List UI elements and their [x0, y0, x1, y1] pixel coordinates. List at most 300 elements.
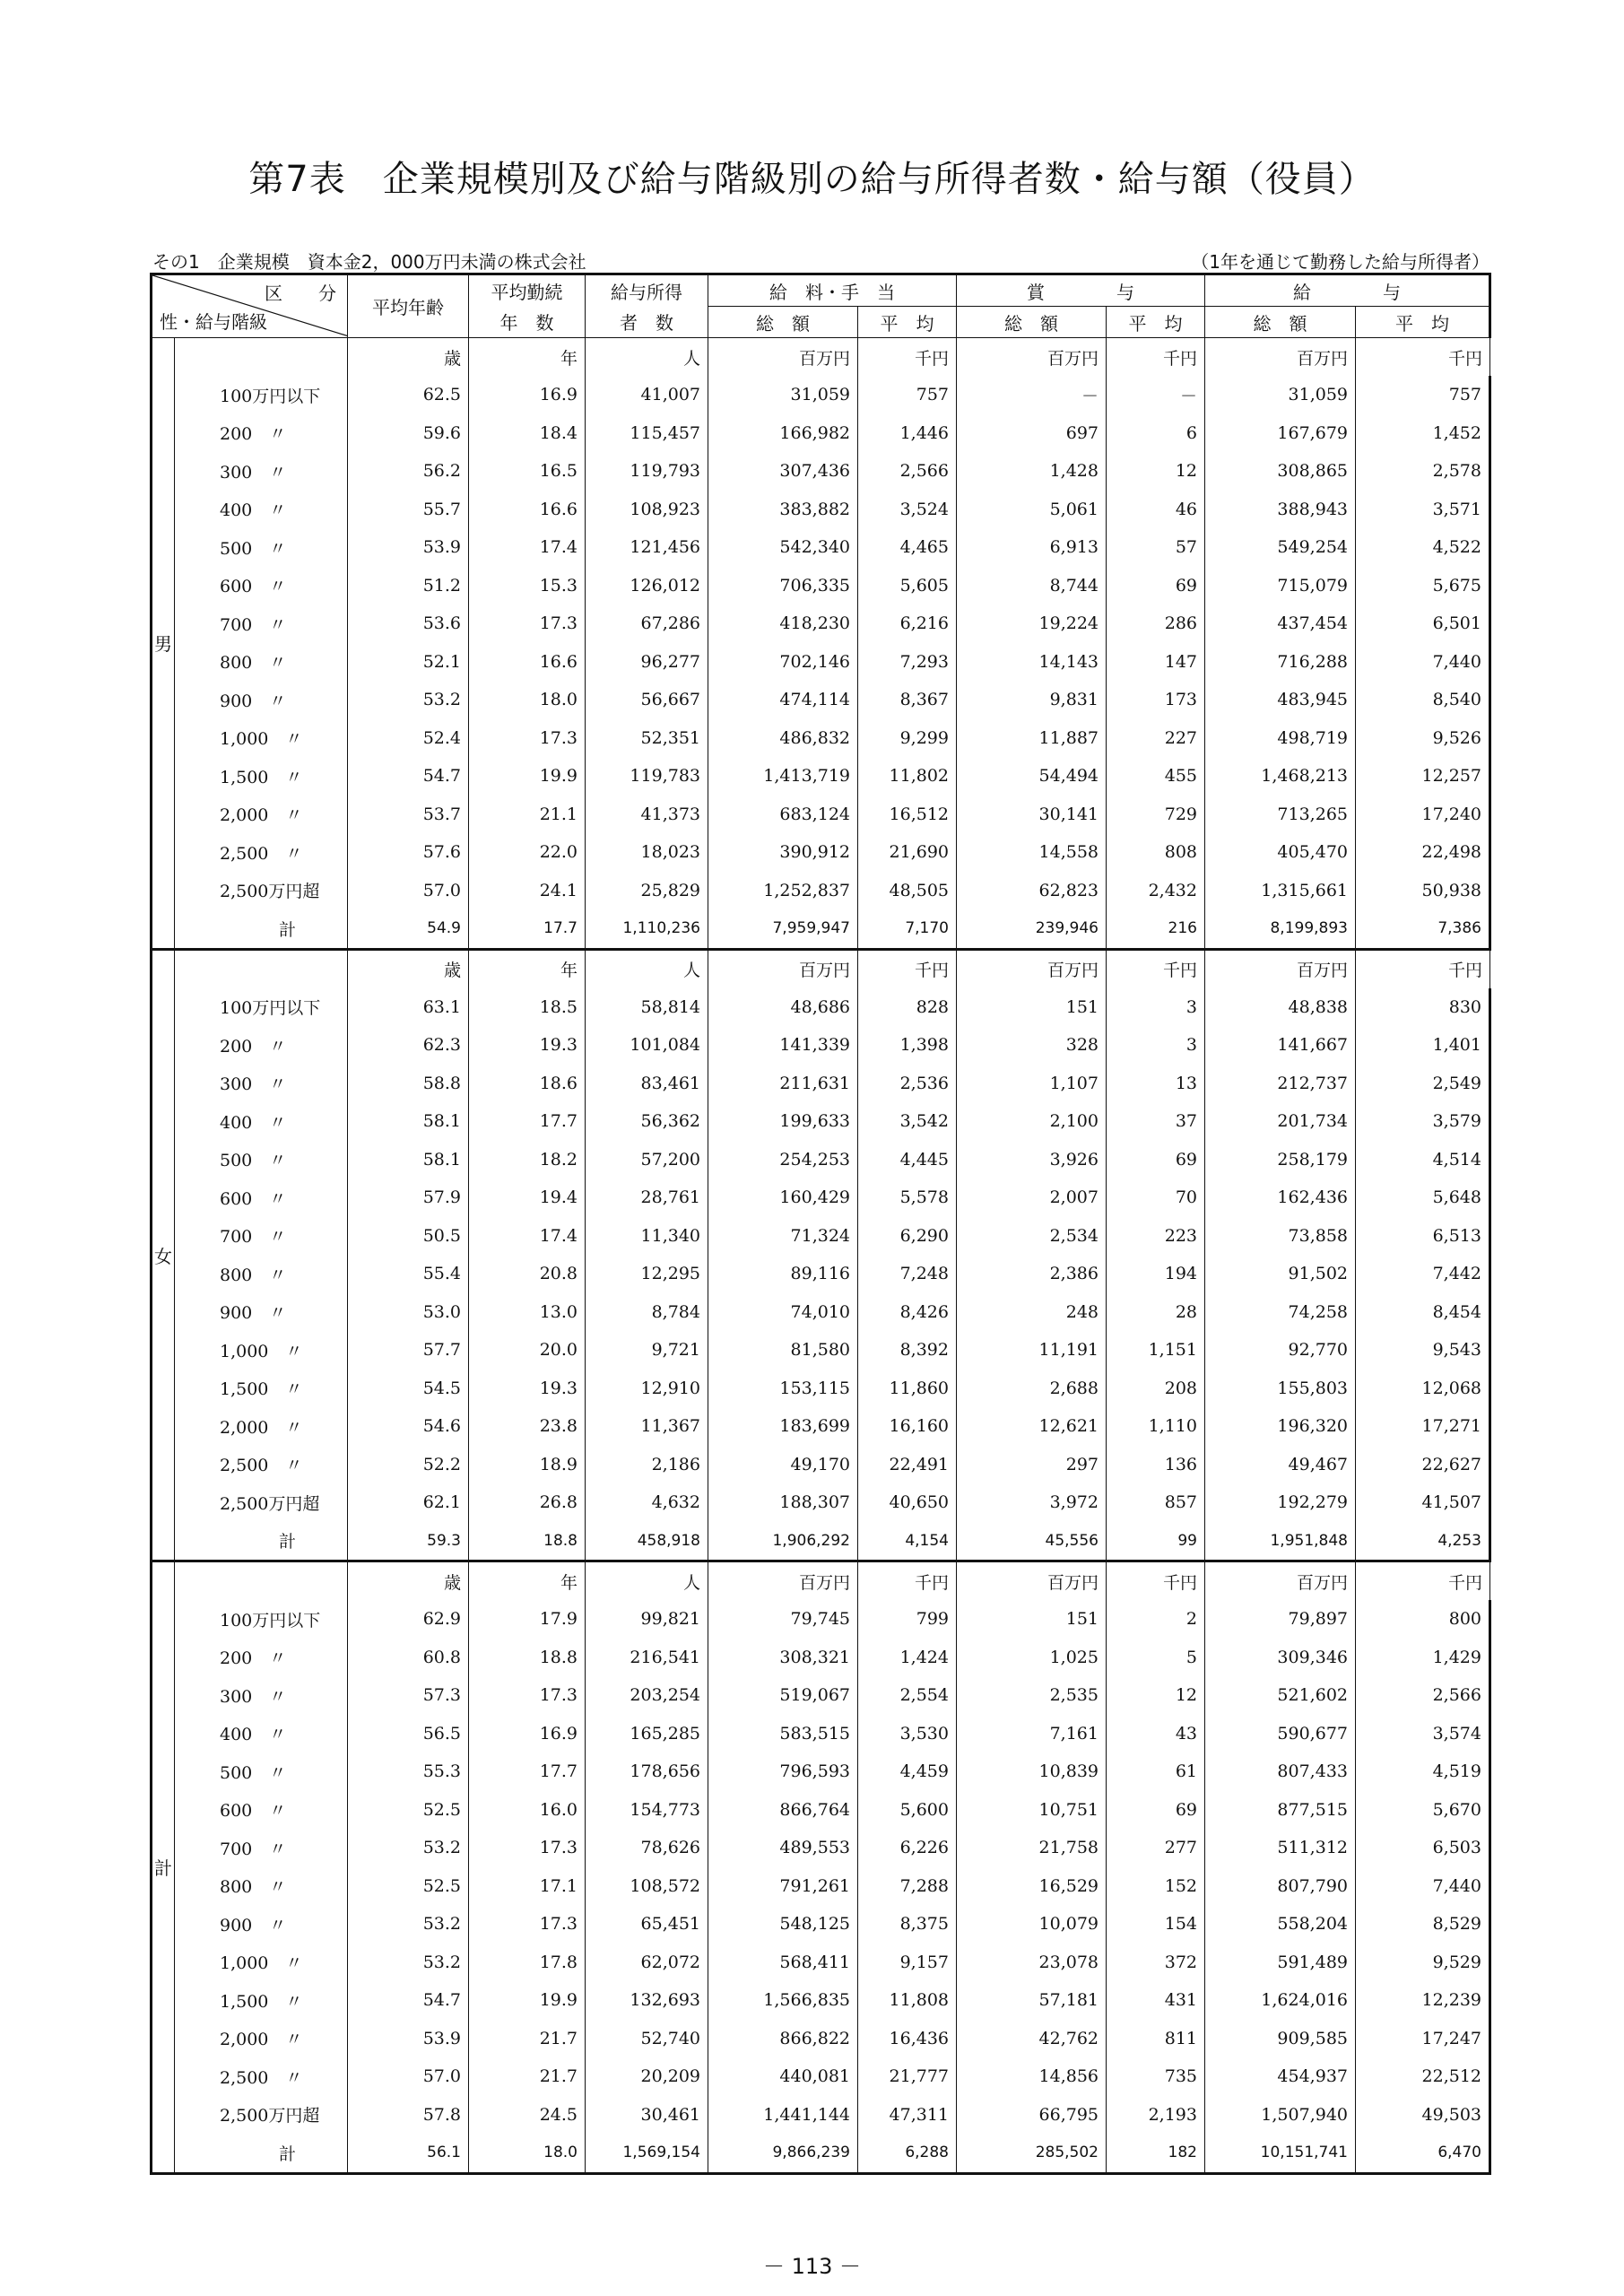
table-cell: 196,320 — [1205, 1407, 1356, 1446]
table-cell: 45,556 — [957, 1522, 1107, 1561]
unit-label: 人 — [586, 949, 708, 988]
table-cell: 178,656 — [586, 1752, 708, 1791]
table-cell: 53.2 — [348, 681, 469, 719]
table-cell: 10,079 — [957, 1905, 1107, 1944]
table-cell: 121,456 — [586, 528, 708, 567]
table-cell: 24.1 — [469, 872, 586, 910]
table-row — [152, 1676, 1490, 1715]
table-cell: 5,061 — [957, 491, 1107, 529]
table-cell: 735 — [1107, 2057, 1205, 2096]
table-cell: 5,670 — [1356, 1791, 1490, 1830]
table-cell: 12,239 — [1356, 1981, 1490, 2020]
table-cell: 1,424 — [858, 1639, 957, 1677]
table-cell: 108,572 — [586, 1867, 708, 1906]
table-cell: 30,141 — [957, 796, 1107, 834]
table-cell: 791,261 — [708, 1867, 858, 1906]
table-row — [152, 528, 1490, 567]
salary-class-label: 900 〃 — [175, 1905, 348, 1944]
table-cell: 16,436 — [858, 2020, 957, 2058]
table-cell: 866,822 — [708, 2020, 858, 2058]
table-cell: 9,831 — [957, 681, 1107, 719]
table-cell: 21,690 — [858, 833, 957, 872]
salary-class-label: 100万円以下 — [175, 1600, 348, 1639]
table-cell: 4,514 — [1356, 1141, 1490, 1179]
table-cell: 17.4 — [469, 1217, 586, 1256]
table-cell: 57.0 — [348, 872, 469, 910]
table-cell: 866,764 — [708, 1791, 858, 1830]
table-row — [152, 1178, 1490, 1217]
table-cell: 8,744 — [957, 567, 1107, 605]
table-cell: 8,784 — [586, 1293, 708, 1332]
table-cell: 8,529 — [1356, 1905, 1490, 1944]
table-cell: 9,299 — [858, 719, 957, 758]
table-cell: 42,762 — [957, 2020, 1107, 2058]
table-cell: 2,554 — [858, 1676, 957, 1715]
table-cell: 73,858 — [1205, 1217, 1356, 1256]
table-row — [152, 681, 1490, 719]
table-row — [152, 1255, 1490, 1293]
salary-class-label: 1,500 〃 — [175, 1981, 348, 2020]
table-cell: 23.8 — [469, 1407, 586, 1446]
table-cell: 17.8 — [469, 1944, 586, 1982]
salary-class-label: 400 〃 — [175, 1102, 348, 1141]
table-cell: 49,170 — [708, 1446, 858, 1484]
salary-class-label: 2,500 〃 — [175, 2057, 348, 2096]
table-cell: 3,571 — [1356, 491, 1490, 529]
table-row — [152, 1483, 1490, 1522]
table-row — [152, 1944, 1490, 1982]
table-cell: 17.1 — [469, 1867, 586, 1906]
table-cell: 716,288 — [1205, 643, 1356, 682]
table-cell: 1,566,835 — [708, 1981, 858, 2020]
table-cell: 3 — [1107, 1026, 1205, 1065]
table-cell: 16.9 — [469, 1715, 586, 1753]
table-cell: 21,758 — [957, 1829, 1107, 1867]
table-cell: 591,489 — [1205, 1944, 1356, 1982]
unit-label: 百万円 — [957, 949, 1107, 988]
table-cell: 212,737 — [1205, 1065, 1356, 1103]
table-cell: 18.9 — [469, 1446, 586, 1484]
table-cell: 53.9 — [348, 528, 469, 567]
table-cell: 16.0 — [469, 1791, 586, 1830]
table-cell: 119,783 — [586, 757, 708, 796]
table-cell: 248 — [957, 1293, 1107, 1332]
table-cell: 141,667 — [1205, 1026, 1356, 1065]
unit-label: 百万円 — [708, 1561, 858, 1601]
table-cell: 17.4 — [469, 528, 586, 567]
page-number: － 113 － — [762, 2254, 862, 2279]
table-cell: 4,459 — [858, 1752, 957, 1791]
table-cell: 2,386 — [957, 1255, 1107, 1293]
table-cell: 21.7 — [469, 2057, 586, 2096]
table-row — [152, 414, 1490, 453]
table-cell: 17,247 — [1356, 2020, 1490, 2058]
table-cell: 286 — [1107, 604, 1205, 643]
table-cell: 2,535 — [957, 1676, 1107, 1715]
table-cell: 20.0 — [469, 1331, 586, 1370]
table-cell: 28,761 — [586, 1178, 708, 1217]
table-cell: 151 — [957, 988, 1107, 1027]
table-cell: 6,501 — [1356, 604, 1490, 643]
table-cell: 188,307 — [708, 1483, 858, 1522]
table-cell: 57 — [1107, 528, 1205, 567]
table-cell: 54.6 — [348, 1407, 469, 1446]
table-cell: 14,558 — [957, 833, 1107, 872]
salary-class-label: 200 〃 — [175, 414, 348, 453]
salary-class-label: 700 〃 — [175, 604, 348, 643]
table-cell: 62.9 — [348, 1600, 469, 1639]
table-cell: 216 — [1107, 909, 1205, 949]
table-row — [152, 2020, 1490, 2058]
salary-class-label: 2,500万円超 — [175, 2096, 348, 2135]
table-cell: 2,193 — [1107, 2096, 1205, 2135]
table-cell: 4,154 — [858, 1522, 957, 1561]
table-row — [152, 567, 1490, 605]
table-cell: 12,295 — [586, 1255, 708, 1293]
table-cell: 474,114 — [708, 681, 858, 719]
table-cell: 828 — [858, 988, 957, 1027]
table-cell: 83,461 — [586, 1065, 708, 1103]
unit-label: 百万円 — [957, 338, 1107, 377]
table-cell: 65,451 — [586, 1905, 708, 1944]
table-cell: 152 — [1107, 1867, 1205, 1906]
table-cell: 211,631 — [708, 1065, 858, 1103]
table-cell: 909,585 — [1205, 2020, 1356, 2058]
table-row — [152, 1331, 1490, 1370]
table-cell: 81,580 — [708, 1331, 858, 1370]
header-bonus-sum: 総 額 — [957, 307, 1107, 338]
table-cell: 18.8 — [469, 1522, 586, 1561]
table-cell: 23,078 — [957, 1944, 1107, 1982]
unit-label: 年 — [469, 949, 586, 988]
table-cell: 277 — [1107, 1829, 1205, 1867]
table-cell: 12,621 — [957, 1407, 1107, 1446]
table-cell: 11,367 — [586, 1407, 708, 1446]
table-cell: 20.8 — [469, 1255, 586, 1293]
table-cell: 92,770 — [1205, 1331, 1356, 1370]
table-cell: 757 — [1356, 376, 1490, 414]
table-cell: 53.2 — [348, 1829, 469, 1867]
header-bonus-avg: 平 均 — [1107, 307, 1205, 338]
table-row — [152, 1981, 1490, 2020]
table-cell: 69 — [1107, 1141, 1205, 1179]
table-cell: 1,107 — [957, 1065, 1107, 1103]
table-cell: 182 — [1107, 2134, 1205, 2173]
table-cell: 57.7 — [348, 1331, 469, 1370]
table-cell: 43 — [1107, 1715, 1205, 1753]
table-cell: 405,470 — [1205, 833, 1356, 872]
table-cell: 3,972 — [957, 1483, 1107, 1522]
table-cell: 62.5 — [348, 376, 469, 414]
table-cell: 162,436 — [1205, 1178, 1356, 1217]
table-cell: 7,288 — [858, 1867, 957, 1906]
table-cell: 91,502 — [1205, 1255, 1356, 1293]
table-cell: 57,200 — [586, 1141, 708, 1179]
table-cell: 101,084 — [586, 1026, 708, 1065]
header-earners-count: 者 数 — [586, 307, 708, 338]
table-row — [152, 757, 1490, 796]
table-cell: 52.5 — [348, 1867, 469, 1906]
table-cell: 22,627 — [1356, 1446, 1490, 1484]
table-cell: 57,181 — [957, 1981, 1107, 2020]
table-cell: 53.7 — [348, 796, 469, 834]
header-total-sum: 総 額 — [1205, 307, 1356, 338]
table-cell: 57.6 — [348, 833, 469, 872]
table-cell: 239,946 — [957, 909, 1107, 949]
table-cell: 17.3 — [469, 719, 586, 758]
table-cell: 10,151,741 — [1205, 2134, 1356, 2173]
table-cell: 37 — [1107, 1102, 1205, 1141]
table-cell: 89,116 — [708, 1255, 858, 1293]
salary-class-label: 400 〃 — [175, 1715, 348, 1753]
table-cell: 74,258 — [1205, 1293, 1356, 1332]
table-cell: 60.8 — [348, 1639, 469, 1677]
table-cell: 21,777 — [858, 2057, 957, 2096]
table-row — [152, 1102, 1490, 1141]
table-cell: 11,860 — [858, 1370, 957, 1408]
table-cell: 108,923 — [586, 491, 708, 529]
page-title: 第7表 企業規模別及び給与階級別の給与所得者数・給与額（役員） — [248, 159, 1376, 200]
table-cell: 154,773 — [586, 1791, 708, 1830]
unit-label: 百万円 — [1205, 338, 1356, 377]
table-cell: 18,023 — [586, 833, 708, 872]
table-cell: 372 — [1107, 1944, 1205, 1982]
units-row — [152, 338, 1490, 377]
table-cell: 11,340 — [586, 1217, 708, 1256]
unit-label: 百万円 — [957, 1561, 1107, 1601]
header-avg-age: 平均年齢 — [348, 274, 469, 338]
table-cell: 11,191 — [957, 1331, 1107, 1370]
table-cell: 58.1 — [348, 1102, 469, 1141]
table-cell: 132,693 — [586, 1981, 708, 2020]
table-cell: 126,012 — [586, 567, 708, 605]
table-cell: 17,271 — [1356, 1407, 1490, 1446]
table-cell: 56,362 — [586, 1102, 708, 1141]
table-cell: 11,808 — [858, 1981, 957, 2020]
table-cell: 3 — [1107, 988, 1205, 1027]
table-row — [152, 1639, 1490, 1677]
table-cell: 702,146 — [708, 643, 858, 682]
table-cell: 28 — [1107, 1293, 1205, 1332]
table-cell: 7,161 — [957, 1715, 1107, 1753]
table-cell: 455 — [1107, 757, 1205, 796]
table-cell: 18.0 — [469, 2134, 586, 2173]
table-cell: 10,751 — [957, 1791, 1107, 1830]
table-cell: 9,721 — [586, 1331, 708, 1370]
salary-class-label: 1,500 〃 — [175, 1370, 348, 1408]
table-cell: 2,186 — [586, 1446, 708, 1484]
header-tenure-years: 年 数 — [469, 307, 586, 338]
table-cell: 1,429 — [1356, 1639, 1490, 1677]
salary-class-label: 300 〃 — [175, 1676, 348, 1715]
table-cell: 4,253 — [1356, 1522, 1490, 1561]
table-cell: 99 — [1107, 1522, 1205, 1561]
table-cell: 26.8 — [469, 1483, 586, 1522]
table-cell: 9,866,239 — [708, 2134, 858, 2173]
table-cell: 46 — [1107, 491, 1205, 529]
table-cell: 2,534 — [957, 1217, 1107, 1256]
salary-class-label: 700 〃 — [175, 1217, 348, 1256]
table-cell: 7,959,947 — [708, 909, 858, 949]
salary-class-label: 2,500 〃 — [175, 833, 348, 872]
table-cell: 57.3 — [348, 1676, 469, 1715]
table-cell: 9,157 — [858, 1944, 957, 1982]
table-row — [152, 719, 1490, 758]
table-cell: 79,745 — [708, 1600, 858, 1639]
table-row — [152, 1791, 1490, 1830]
table-cell: 568,411 — [708, 1944, 858, 1982]
table-cell: 12,257 — [1356, 757, 1490, 796]
table-cell: 12 — [1107, 452, 1205, 491]
table-cell: 5,675 — [1356, 567, 1490, 605]
table-cell: 53.2 — [348, 1905, 469, 1944]
table-cell: 1,401 — [1356, 1026, 1490, 1065]
table-cell: 99,821 — [586, 1600, 708, 1639]
table-cell: 6 — [1107, 414, 1205, 453]
table-cell: 388,943 — [1205, 491, 1356, 529]
header-diagonal-cell — [152, 274, 348, 338]
table-row — [152, 1829, 1490, 1867]
table-cell: 194 — [1107, 1255, 1205, 1293]
table-cell: 1,428 — [957, 452, 1107, 491]
table-cell: 9,526 — [1356, 719, 1490, 758]
table-cell: 297 — [957, 1446, 1107, 1484]
table-cell: 62.1 — [348, 1483, 469, 1522]
table-cell: 154 — [1107, 1905, 1205, 1944]
table-cell: 808 — [1107, 833, 1205, 872]
salary-class-label: 1,000 〃 — [175, 719, 348, 758]
table-cell: 4,465 — [858, 528, 957, 567]
table-cell: 18.0 — [469, 681, 586, 719]
table-cell: 15.3 — [469, 567, 586, 605]
table-cell: 807,433 — [1205, 1752, 1356, 1791]
table-cell: 56.5 — [348, 1715, 469, 1753]
table-cell: 67,286 — [586, 604, 708, 643]
table-cell: 2,566 — [858, 452, 957, 491]
salary-class-label: 800 〃 — [175, 643, 348, 682]
table-cell: 2 — [1107, 1600, 1205, 1639]
table-cell: 2,566 — [1356, 1676, 1490, 1715]
table-cell: 52.1 — [348, 643, 469, 682]
table-cell: 153,115 — [708, 1370, 858, 1408]
table-cell: 10,839 — [957, 1752, 1107, 1791]
table-cell: 6,226 — [858, 1829, 957, 1867]
table-cell: 11,887 — [957, 719, 1107, 758]
table-cell: 18.8 — [469, 1639, 586, 1677]
table-cell: 390,912 — [708, 833, 858, 872]
table-cell: 6,470 — [1356, 2134, 1490, 2173]
salary-class-label: 1,000 〃 — [175, 1331, 348, 1370]
table-cell: 22,491 — [858, 1446, 957, 1484]
table-cell: 498,719 — [1205, 719, 1356, 758]
table-cell: 52,740 — [586, 2020, 708, 2058]
table-cell: 96,277 — [586, 643, 708, 682]
unit-label: 千円 — [1356, 338, 1490, 377]
table-cell: 486,832 — [708, 719, 858, 758]
table-cell: 201,734 — [1205, 1102, 1356, 1141]
table-cell: 6,503 — [1356, 1829, 1490, 1867]
salary-class-label: 100万円以下 — [175, 376, 348, 414]
table-cell: 2,536 — [858, 1065, 957, 1103]
table-cell: 877,515 — [1205, 1791, 1356, 1830]
table-cell: 53.6 — [348, 604, 469, 643]
table-cell: 54.5 — [348, 1370, 469, 1408]
table-cell: 208 — [1107, 1370, 1205, 1408]
table-cell: 17.9 — [469, 1600, 586, 1639]
table-cell: 227 — [1107, 719, 1205, 758]
table-cell: 55.7 — [348, 491, 469, 529]
table-row — [152, 1370, 1490, 1408]
table-cell: 166,982 — [708, 414, 858, 453]
table-cell: 115,457 — [586, 414, 708, 453]
salary-class-label: 600 〃 — [175, 567, 348, 605]
table-cell: 7,293 — [858, 643, 957, 682]
unit-label: 千円 — [858, 1561, 957, 1601]
table-cell: 14,143 — [957, 643, 1107, 682]
table-cell: 52,351 — [586, 719, 708, 758]
table-cell: 19,224 — [957, 604, 1107, 643]
table-cell: 41,373 — [586, 796, 708, 834]
table-cell: 3,530 — [858, 1715, 957, 1753]
table-cell: 31,059 — [708, 376, 858, 414]
table-cell: 3,574 — [1356, 1715, 1490, 1753]
table-cell: 799 — [858, 1600, 957, 1639]
table-cell: 309,346 — [1205, 1639, 1356, 1677]
table-cell: 258,179 — [1205, 1141, 1356, 1179]
table-cell: 308,321 — [708, 1639, 858, 1677]
table-cell: 713,265 — [1205, 796, 1356, 834]
table-cell: 1,398 — [858, 1026, 957, 1065]
table-cell: 63.1 — [348, 988, 469, 1027]
table-cell: 70 — [1107, 1178, 1205, 1217]
unit-label: 歳 — [348, 1561, 469, 1601]
salary-class-label: 2,000 〃 — [175, 1407, 348, 1446]
header-avg-tenure: 平均勤続 — [469, 274, 586, 307]
salary-class-label: 500 〃 — [175, 528, 348, 567]
table-cell: 558,204 — [1205, 1905, 1356, 1944]
unit-label: 千円 — [1107, 338, 1205, 377]
table-cell: 519,067 — [708, 1676, 858, 1715]
table-cell: 8,392 — [858, 1331, 957, 1370]
table-cell: 2,100 — [957, 1102, 1107, 1141]
salary-class-label: 計 — [175, 2134, 348, 2173]
table-cell: 483,945 — [1205, 681, 1356, 719]
table-cell: 54.7 — [348, 757, 469, 796]
table-cell: 17.7 — [469, 909, 586, 949]
unit-label: 歳 — [348, 338, 469, 377]
table-cell: 7,170 — [858, 909, 957, 949]
table-cell: 47,311 — [858, 2096, 957, 2135]
table-cell: 48,838 — [1205, 988, 1356, 1027]
table-cell: 521,602 — [1205, 1676, 1356, 1715]
table-row — [152, 1217, 1490, 1256]
table-cell: 62.3 — [348, 1026, 469, 1065]
header-kubun: 区 分 — [265, 283, 336, 304]
salary-class-label: 400 〃 — [175, 491, 348, 529]
table-cell: 542,340 — [708, 528, 858, 567]
table-cell: 1,025 — [957, 1639, 1107, 1677]
table-cell: 192,279 — [1205, 1483, 1356, 1522]
table-cell: 54,494 — [957, 757, 1107, 796]
sex-label: 女 — [152, 949, 175, 1561]
table-cell: 17.3 — [469, 1829, 586, 1867]
table-cell: 141,339 — [708, 1026, 858, 1065]
table-cell: 48,505 — [858, 872, 957, 910]
unit-label: 千円 — [1107, 949, 1205, 988]
header-salary: 給 料・手 当 — [708, 274, 957, 307]
table-row — [152, 1026, 1490, 1065]
table-cell: 119,793 — [586, 452, 708, 491]
